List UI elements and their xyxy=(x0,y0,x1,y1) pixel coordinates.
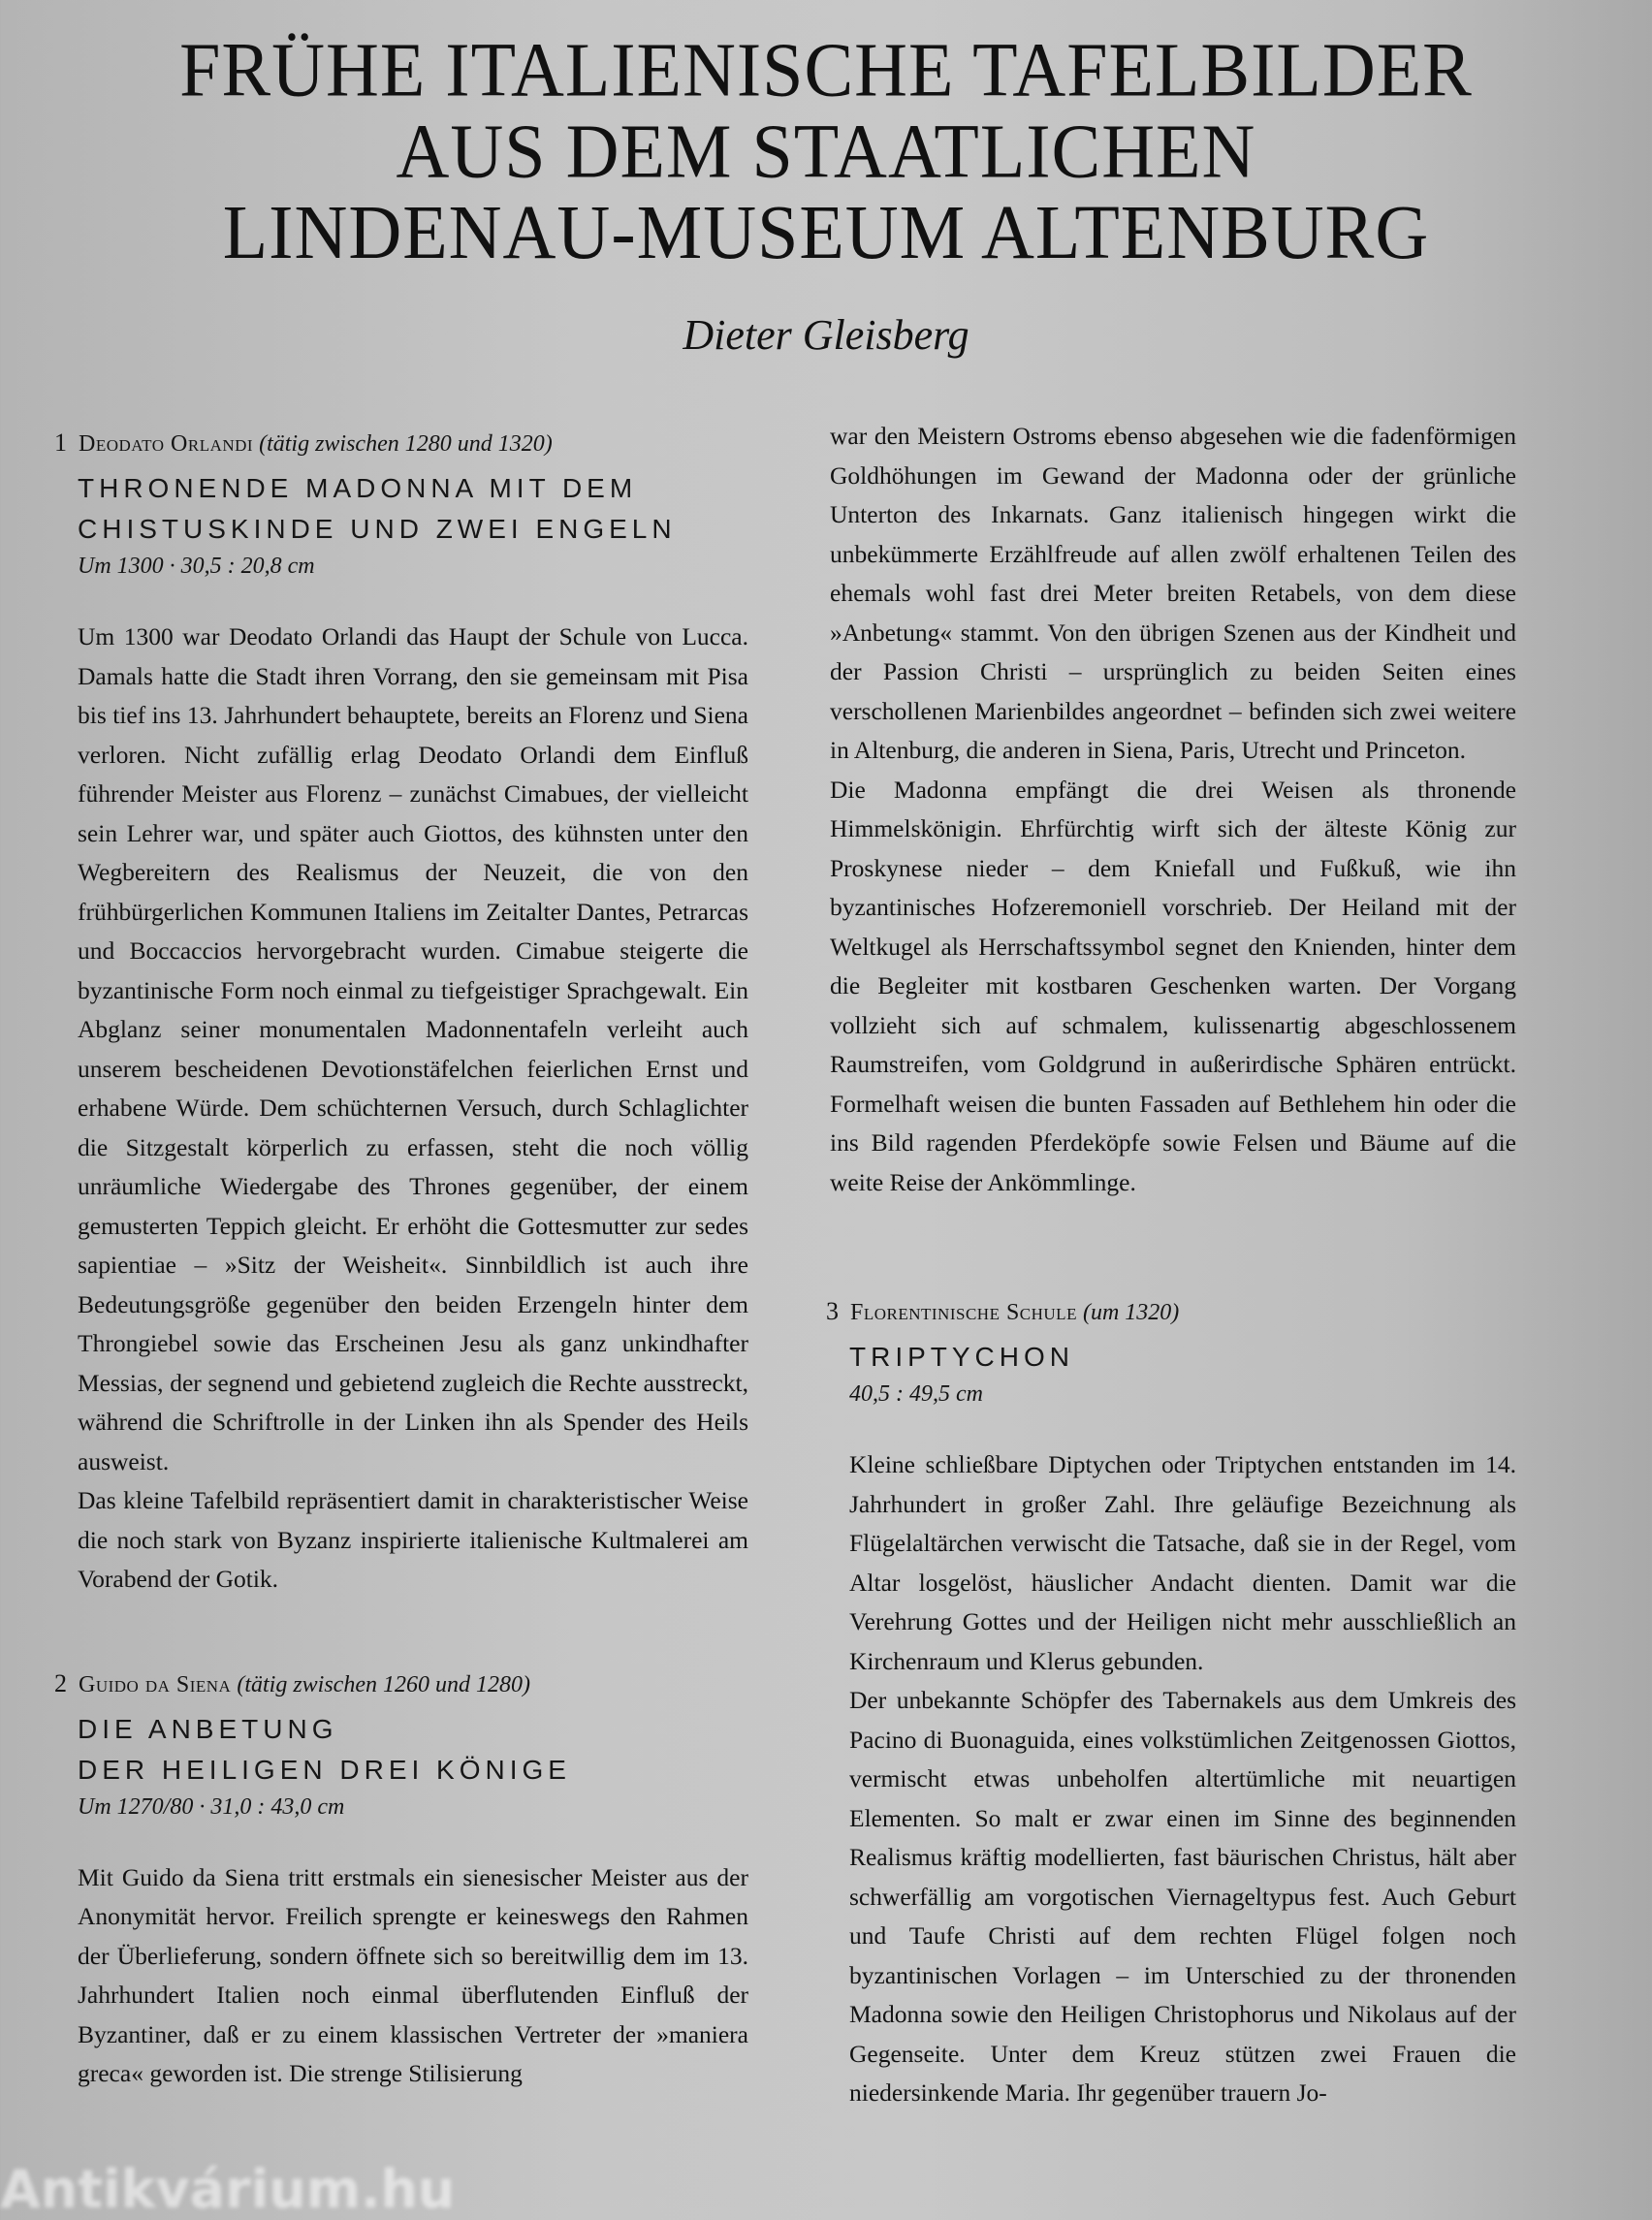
entry-number: 2 xyxy=(54,1668,67,1697)
author-name: Dieter Gleisberg xyxy=(683,311,969,359)
entry-number: 1 xyxy=(54,428,67,457)
artwork-title-line: TRIPTYCHON xyxy=(849,1342,1074,1372)
catalog-entry-2 xyxy=(54,1667,748,2094)
artist-name: Deodato Orlandi xyxy=(79,431,254,457)
artist-name: Florentinische Schule xyxy=(850,1300,1077,1325)
artwork-meta: Um 1270/80 · 31,0 : 43,0 cm xyxy=(78,1793,345,1820)
artist-dates: (tätig zwischen 1260 und 1280) xyxy=(237,1671,530,1697)
right-column xyxy=(826,417,1516,2113)
paragraph: Die Madonna empfängt die drei Weisen als thronende Himmelskönigin. Ehrfürchtig wirft sich der älteste König zur Proskynese nieder – dem Kniefall und Fußkuß, wie ihn byzantinisches Hofzeremoniell vorschrieb. Der Heiland mit der Weltkugel als Herrschaftssymbol segnet den Knienden, hinter dem die Begleiter mit kostbaren Geschenken warten. Der Vorgang vollzieht sich auf schmalem, kulissenartig abgeschlossenem Raumstreifen, vom Goldgrund in außerirdische Sphären entrückt. Formelhaft weisen die bunten Fassaden auf Bethlehem hin oder die ins Bild ragenden Pferdeköpfe sowie Felsen und Bäume auf die weite Reise der Ankömmlinge. xyxy=(830,775,1516,1196)
paragraph: Mit Guido da Siena tritt erstmals ein sienesischer Meister aus der Anonymität hervor. Freilich sprengte er keineswegs den Rahmen der Überlieferung, sondern öffnete sich so bereitwillig dem im 13. Jahrhundert Italien noch einmal überflutenden Einfluß der Byzantiner, daß er zu einem klassischen Vertreter der »maniera greca« geworden ist. Die strenge Stilisierung xyxy=(78,1862,748,2087)
artist-dates: (tätig zwischen 1280 und 1320) xyxy=(259,431,553,457)
entry-heading xyxy=(826,1295,1516,1329)
artist-name: Guido da Siena xyxy=(79,1671,232,1697)
artwork-title xyxy=(78,1709,748,1791)
entry-number: 3 xyxy=(826,1297,839,1325)
entry-body xyxy=(78,1858,748,2094)
left-column xyxy=(54,427,748,2094)
paragraph: war den Meistern Ostroms ebenso abgesehen wie die fadenförmigen Goldhöhungen im Gewand der Madonna oder der grünliche Unterton des Inkarnats. Ganz italienisch hingegen wirkt die unbekümmerte Erzählfreude auf allen zwölf erhaltenen Teilen des ehemals wohl fast drei Meter breiten Retabels, von dem diese »Anbetung« stammt. Von den übrigen Szenen aus der Kindheit und der Passion Christi – ursprünglich zu beiden Seiten eines verschollenen Marienbildes angeordnet – befinden sich zwei weitere in Altenburg, die anderen in Siena, Paris, Utrecht und Princeton. xyxy=(830,422,1516,764)
artwork-title-line: DIE ANBETUNG xyxy=(78,1713,338,1744)
article-header xyxy=(0,26,1652,360)
title-line-3: LINDENAU-MUSEUM ALTENBURG xyxy=(222,189,1430,276)
title-line-1: FRÜHE ITALIENISCHE TAFELBILDER xyxy=(179,26,1473,113)
paragraph: Das kleine Tafelbild repräsentiert damit in charakteristischer Weise die noch stark von Byzanz inspirierte italienische Kultmalerei am Vorabend der Gotik. xyxy=(78,1486,748,1593)
entry-heading xyxy=(54,427,748,460)
catalog-entry-3 xyxy=(826,1295,1516,2113)
entry-2-continuation xyxy=(830,417,1516,1202)
watermark: Antikvárium.hu xyxy=(0,2159,456,2220)
title-line-2: AUS DEM STAATLICHEN xyxy=(396,108,1256,195)
paragraph: Um 1300 war Deodato Orlandi das Haupt der Schule von Lucca. Damals hatte die Stadt ihren Vorrang, den sie gemeinsam mit Pisa bis tief ins 13. Jahrhundert behauptete, bereits an Florenz und Siena verloren. Nicht zufällig erlag Deodato Orlandi dem Einfluß führender Meister aus Florenz – zunächst Cimabues, der vielleicht sein Lehrer war, und später auch Giottos, des kühnsten unter den Wegbereitern des Realismus der Neuzeit, die von den frühbürgerlichen Kommunen Italiens im Zeitalter Dantes, Petrarcas und Boccaccios hervorgebracht wurden. Cimabue steigerte die byzantinische Form noch einmal zu tiefgeistiger Sprachgewalt. Ein Abglanz seiner monumentalen Madonnentafeln verleiht auch unserem bescheidenen Devotionstäfelchen feierlichen Ernst und erhabene Würde. Dem schüchternen Versuch, durch Schlaglichter die Sitzgestalt körperlich zu erfassen, steht die noch völlig unräumliche Wiedergabe des Thrones gegenüber, der einem gemusterten Teppich gleicht. Er erhöht die Gottesmutter zur sedes sapientiae – »Sitz der Weisheit«. Sinnbildlich ist auch ihre Bedeutungsgröße gegenüber den beiden Erzengeln hinter dem Throngiebel sowie das Erscheinen Jesu als ganz unkindhafter Messias, der segnend und gebietend zugleich die Rechte ausstreckt, während die Schriftrolle in der Linken ihn als Spender des Heils ausweist. xyxy=(78,622,748,1475)
artwork-meta: Um 1300 · 30,5 : 20,8 cm xyxy=(78,554,315,579)
paragraph: Der unbekannte Schöpfer des Tabernakels aus dem Umkreis des Pacino di Buonaguida, eines volkstümlichen Zeitgenossen Giottos, vermischt etwas unbeholfen altertümliche mit neuartigen Elementen. So malt er zwar einen im Sinne des beginnenden Realismus kräftig modellierten, fast bäurischen Christus, hält aber schwerfällig am vorgotischen Viernageltypus fest. Auch Geburt und Taufe Christi auf dem rechten Flügel folgen noch byzantinischen Vorlagen – im Unterschied zu der thronenden Madonna sowie den Heiligen Christophorus und Nikolaus auf der Gegenseite. Unter dem Kreuz stützen zwei Frauen die niedersinkende Maria. Ihr gegenüber trauern Jo- xyxy=(849,1686,1516,2107)
artwork-title-line: THRONENDE MADONNA MIT DEM xyxy=(78,473,638,503)
artwork-title xyxy=(78,468,748,550)
entry-heading xyxy=(54,1667,748,1701)
artwork-title xyxy=(849,1337,1516,1378)
entry-body xyxy=(78,618,748,1600)
entry-body xyxy=(849,1445,1516,2113)
artwork-title-line: DER HEILIGEN DREI KÖNIGE xyxy=(78,1754,571,1785)
artwork-title-line: CHISTUSKINDE UND ZWEI ENGELN xyxy=(78,514,677,544)
paragraph: Kleine schließbare Diptychen oder Triptychen entstanden im 14. Jahrhundert in großer Zahl. Ihre geläufige Bezeichnung als Flügelaltärchen verwischt die Tatsache, daß sie in der Regel, vom Altar losgelöst, häuslicher Andacht dienten. Damit war die Verehrung Gottes und der Heiligen nicht mehr ausschließlich an Kirchenraum und Klerus gebunden. xyxy=(849,1450,1516,1675)
catalog-entry-1 xyxy=(54,427,748,1600)
artwork-meta: 40,5 : 49,5 cm xyxy=(849,1381,983,1407)
artist-dates: (um 1320) xyxy=(1082,1300,1180,1325)
